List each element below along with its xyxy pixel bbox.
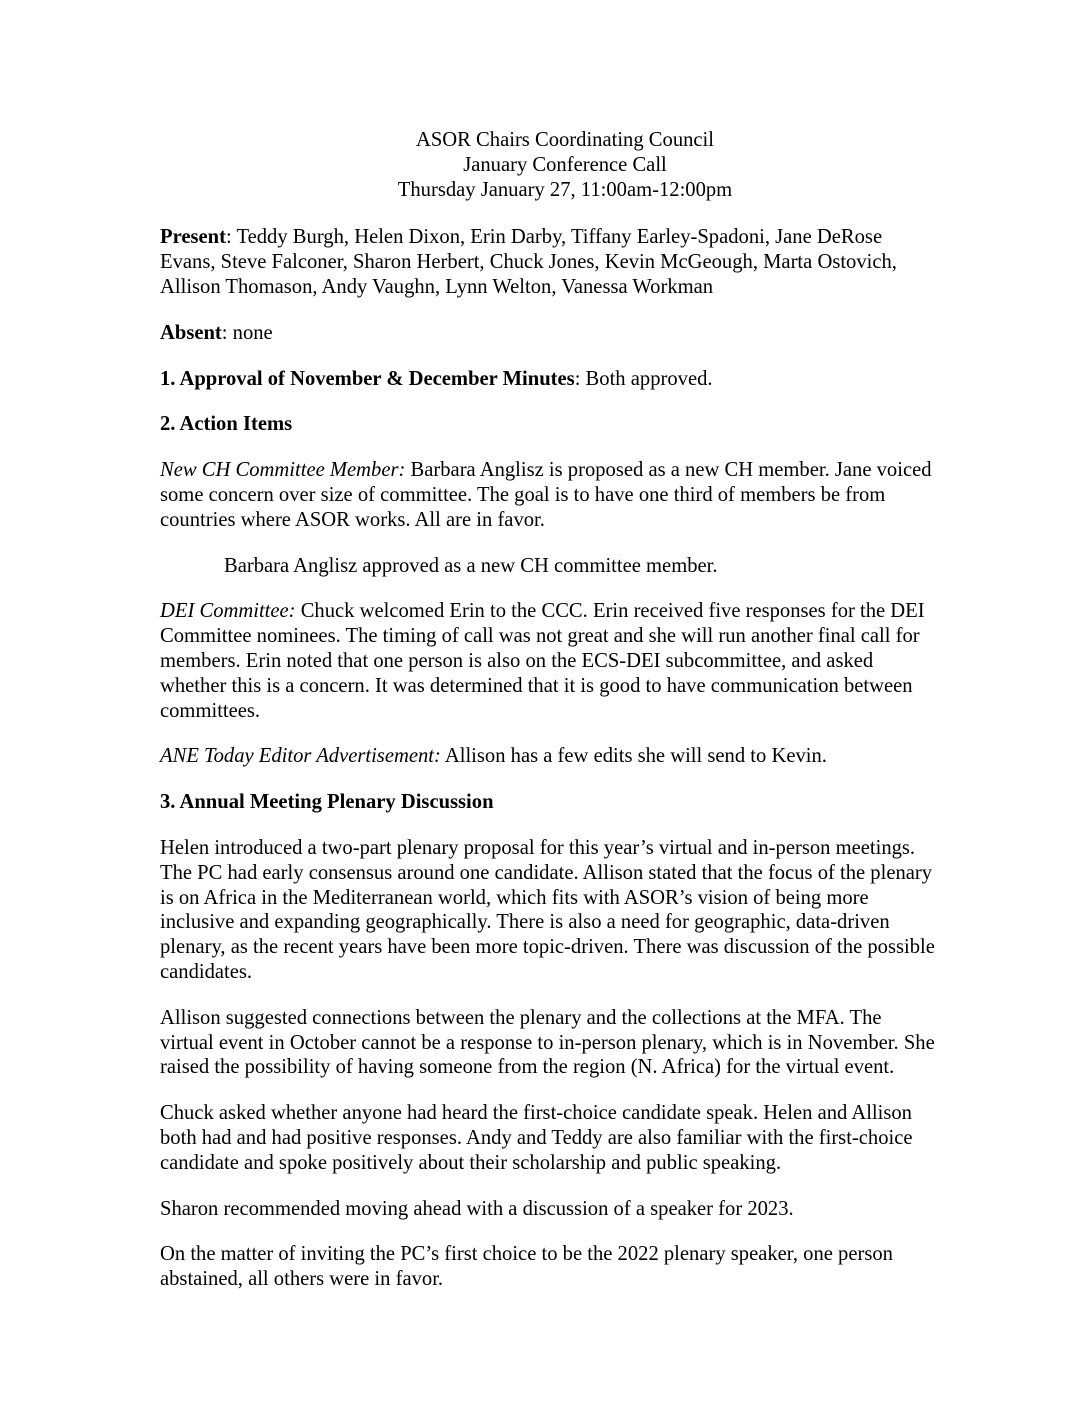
absent-paragraph (160, 321, 940, 346)
item3-heading: 3. Annual Meeting Plenary Discussion (160, 791, 494, 814)
item1-heading: 1. Approval of November & December Minutes (160, 367, 575, 390)
document-page (160, 128, 940, 1313)
ch-committee-paragraph (160, 458, 940, 532)
ane-today-text: Allison has a few edits she will send to Kevin. (440, 745, 827, 768)
org-title: ASOR Chairs Coordinating Council (415, 129, 715, 151)
ane-today-paragraph (160, 744, 940, 769)
present-label: Present (160, 226, 226, 249)
ch-committee-text: Barbara Anglisz is proposed as a new CH member. Jane voiced some concern over size of committee. The goal is to have one third of members be from countries where ASOR works. All are in favor. (160, 459, 932, 531)
item1-paragraph (160, 367, 940, 392)
ane-today-label: ANE Today Editor Advertisement: (160, 745, 441, 768)
plenary-paragraph-4: Sharon recommended moving ahead with a discussion of a speaker for 2023. (160, 1197, 794, 1220)
meeting-title: January Conference Call (463, 153, 667, 176)
plenary-paragraph-2: Allison suggested connections between the plenary and the collections at the MFA. The virtual event in October cannot be a response to in-person plenary, which is in November. She raised the possibility of having someone from the region (N. Africa) for the virtual event. (160, 1006, 935, 1079)
absent-label: Absent (160, 321, 222, 344)
present-list: : Teddy Burgh, Helen Dixon, Erin Darby, Tiffany Earley-Spadoni, Jane DeRose Evans, Steve Falconer, Sharon Herbert, Chuck Jones, Kevin McGeough, Marta Ostovich, Allison Thomason, Andy Vaughn, Lynn Welton, Vanessa Workman (160, 226, 897, 298)
ch-committee-resolution: Barbara Anglisz approved as a new CH committee member. (224, 554, 718, 577)
meeting-datetime: Thursday January 27, 11:00am-12:00pm (397, 178, 733, 201)
plenary-paragraph-3: Chuck asked whether anyone had heard the first-choice candidate speak. Helen and Allison both had and had positive responses. Andy and Teddy are also familiar with the first-choice candidate and spoke positively about their scholarship and public speaking. (160, 1102, 913, 1174)
plenary-paragraph-5: On the matter of inviting the PC’s first choice to be the 2022 plenary speaker, one person abstained, all others were in favor. (160, 1243, 893, 1291)
plenary-paragraph-1: Helen introduced a two-part plenary proposal for this year’s virtual and in-person meetings. The PC had early consensus around one candidate. Allison stated that the focus of the plenary is on Africa in the Mediterranean world, which fits with ASOR’s vision of being more inclusive and expanding geographically. There is also a need for geographic, data-driven plenary, as the recent years have been more topic-driven. There was discussion of the possible candidates. (160, 836, 935, 983)
ch-committee-label: New CH Committee Member: (160, 459, 406, 482)
item2-heading: 2. Action Items (160, 413, 293, 436)
dei-committee-label: DEI Committee: (160, 600, 296, 623)
dei-committee-text: Chuck welcomed Erin to the CCC. Erin received five responses for the DEI Committee nominees. The timing of call was not great and she will run another final call for members. Erin noted that one person is also on the ECS-DEI subcommittee, and asked whether this is a concern. It was determined that it is good to have communication between committees. (160, 600, 925, 722)
present-paragraph (160, 225, 940, 299)
document-header (160, 128, 940, 202)
absent-list: : none (221, 321, 273, 344)
dei-committee-paragraph (160, 599, 940, 723)
item1-text: : Both approved. (574, 367, 713, 390)
